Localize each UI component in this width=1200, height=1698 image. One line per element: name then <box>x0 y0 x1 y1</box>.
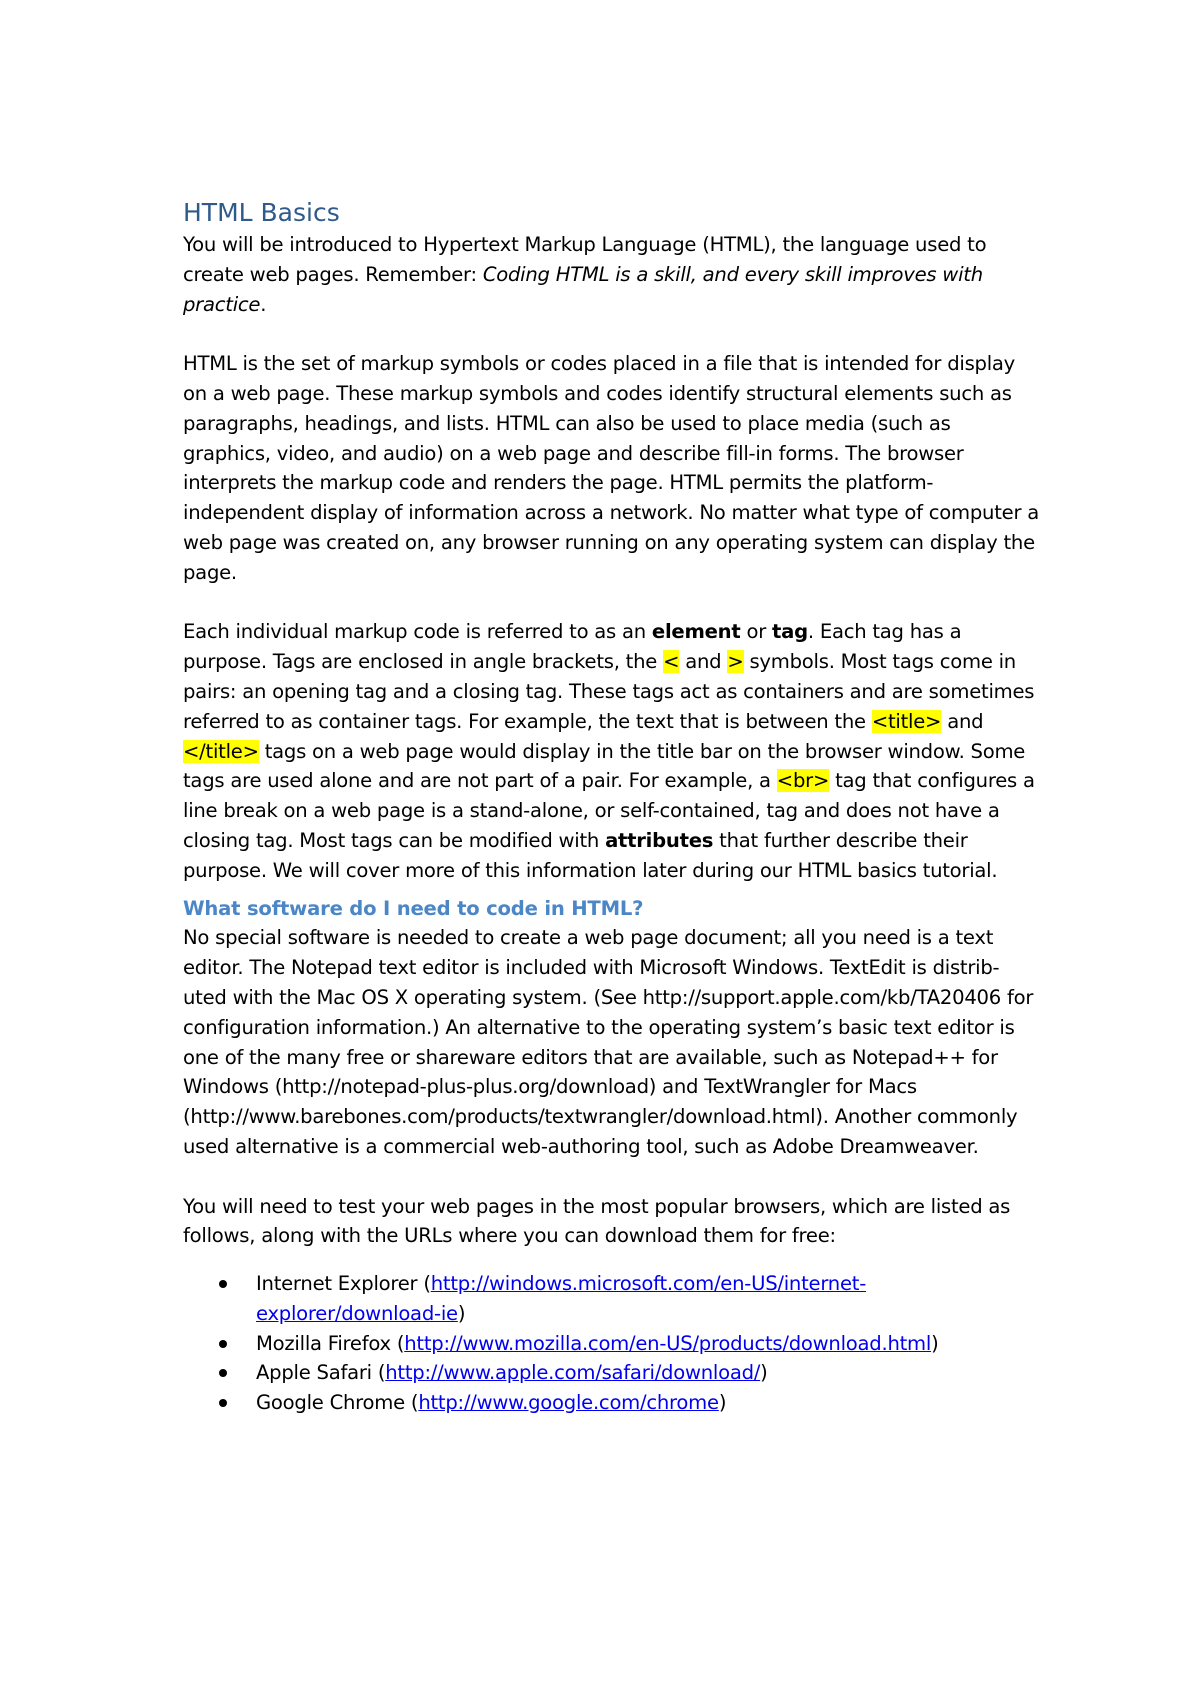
software-heading: What software do I need to code in HTML? <box>183 896 644 920</box>
list-item <box>183 1329 1043 1359</box>
browser-download-link[interactable]: http://windows.microsoft.com/en-US/internet-explorer/download-ie <box>256 1272 867 1325</box>
paragraph-gap <box>183 1162 1043 1192</box>
paren-open: ( <box>404 1391 419 1415</box>
bold-term-attributes: attributes <box>605 828 714 852</box>
software-paragraph: No special software is needed to create a web page document; all you need is a text editor. The Notepad text editor is included with Microsoft Windows. TextEdit is distrib- uted with the Mac OS X operating system. (See http://support.apple.com/kb/TA20406 for configuration information.) An alternative to the operating system’s basic text editor is one of the many free or shareware editors that are available, such as Notepad++ for Windows (http://notepad-plus-plus.org/download) and TextWrangler for Macs (http://www.barebones.com/products/textwrangler/download.html). Another commonly used alternative is a commercial web-authoring tool, such as Adobe Dreamweaver. <box>183 926 1034 1158</box>
html-definition-paragraph: HTML is the set of markup symbols or codes placed in a file that is intended for display on a web page. These markup symbols and codes identify structural elements such as paragraphs, headings, and lists. HTML can also be used to place media (such as graphics, video, and audio) on a web page and describe fill-in forms. The browser interprets the markup code and renders the page. HTML permits the platform-independent display of information across a network. No matter what type of computer a web page was created on, any browser running on any operating system can display the page. <box>183 352 1039 584</box>
text-run: and <box>941 709 984 733</box>
paren-open: ( <box>390 1331 405 1355</box>
text-run: and <box>679 650 728 674</box>
intro-text: You will be introduced to Hypertext Markup Language (HTML), the language used to create web pages. Remember: <box>183 233 987 286</box>
browser-download-link[interactable]: http://www.apple.com/safari/download/ <box>385 1361 761 1385</box>
list-item <box>183 1358 1043 1388</box>
highlight-greater-than: > <box>727 650 744 674</box>
bullet-icon <box>219 1369 227 1377</box>
text-run: that further describe their purpose. We will cover more of this information later during our HTML basics tutorial. <box>183 828 998 882</box>
paren-close: ) <box>760 1361 768 1385</box>
text-run: symbols. Most tags come in pairs: an opening tag and a closing tag. These tags act as containers and are sometimes referred to as container tags. For example, the text that is between the <box>183 650 1035 733</box>
browsers-intro-paragraph: You will need to test your web pages in the most popular browsers, which are listed as follows, along with the URLs where you can download them for free: <box>183 1194 1011 1248</box>
paren-open: ( <box>417 1272 431 1296</box>
browser-list <box>183 1269 1043 1418</box>
intro-end: . <box>260 292 267 316</box>
text-run: . Each tag has a purpose. Tags are enclosed in angle brackets, the <box>183 620 962 674</box>
text-run: tags on a web page would display in the title bar on the browser window. Some tags are used alone and are not part of a pair. For example, a <box>183 739 1026 793</box>
document-title: HTML Basics <box>183 198 340 227</box>
text-run: Each individual markup code is referred to as an <box>183 620 652 644</box>
paragraph-gap <box>183 319 1043 349</box>
highlight-less-than: < <box>663 650 680 674</box>
intro-italic: Coding HTML is a skill, and every skill improves with practice <box>183 262 983 316</box>
bullet-icon <box>219 1399 227 1407</box>
browser-name: Internet Explorer <box>256 1272 418 1296</box>
paragraph-gap <box>183 588 1043 618</box>
elements-paragraph <box>183 617 1043 885</box>
bullet-icon <box>219 1280 227 1288</box>
paren-close: ) <box>931 1331 939 1355</box>
bold-term-tag: tag <box>771 620 808 644</box>
browser-download-link[interactable]: http://www.google.com/chrome <box>418 1391 719 1415</box>
browser-name: Apple Safari <box>256 1361 372 1385</box>
browser-download-link[interactable]: http://www.mozilla.com/en-US/products/download.html <box>404 1331 932 1355</box>
highlight-br: <br> <box>776 769 830 793</box>
browser-name: Mozilla Firefox <box>256 1331 391 1355</box>
paren-open: ( <box>371 1361 386 1385</box>
highlight-title-open: <title> <box>871 709 942 733</box>
paren-close: ) <box>718 1391 727 1415</box>
text-run: or <box>740 620 772 644</box>
browser-name: Google Chrome <box>256 1391 405 1415</box>
document-page <box>183 196 1043 1418</box>
list-item <box>183 1269 1043 1329</box>
bullet-icon <box>219 1340 227 1348</box>
highlight-title-close: </title> <box>183 739 259 763</box>
bold-term-element: element <box>651 620 741 644</box>
text-run: tag that configures a line break on a web page is a stand-alone, or self-contained, tag and does not have a closing tag. Most tags can be modified with <box>183 769 1035 852</box>
intro-paragraph <box>183 230 1043 319</box>
list-item <box>183 1388 1043 1418</box>
paren-close: ) <box>457 1301 466 1325</box>
